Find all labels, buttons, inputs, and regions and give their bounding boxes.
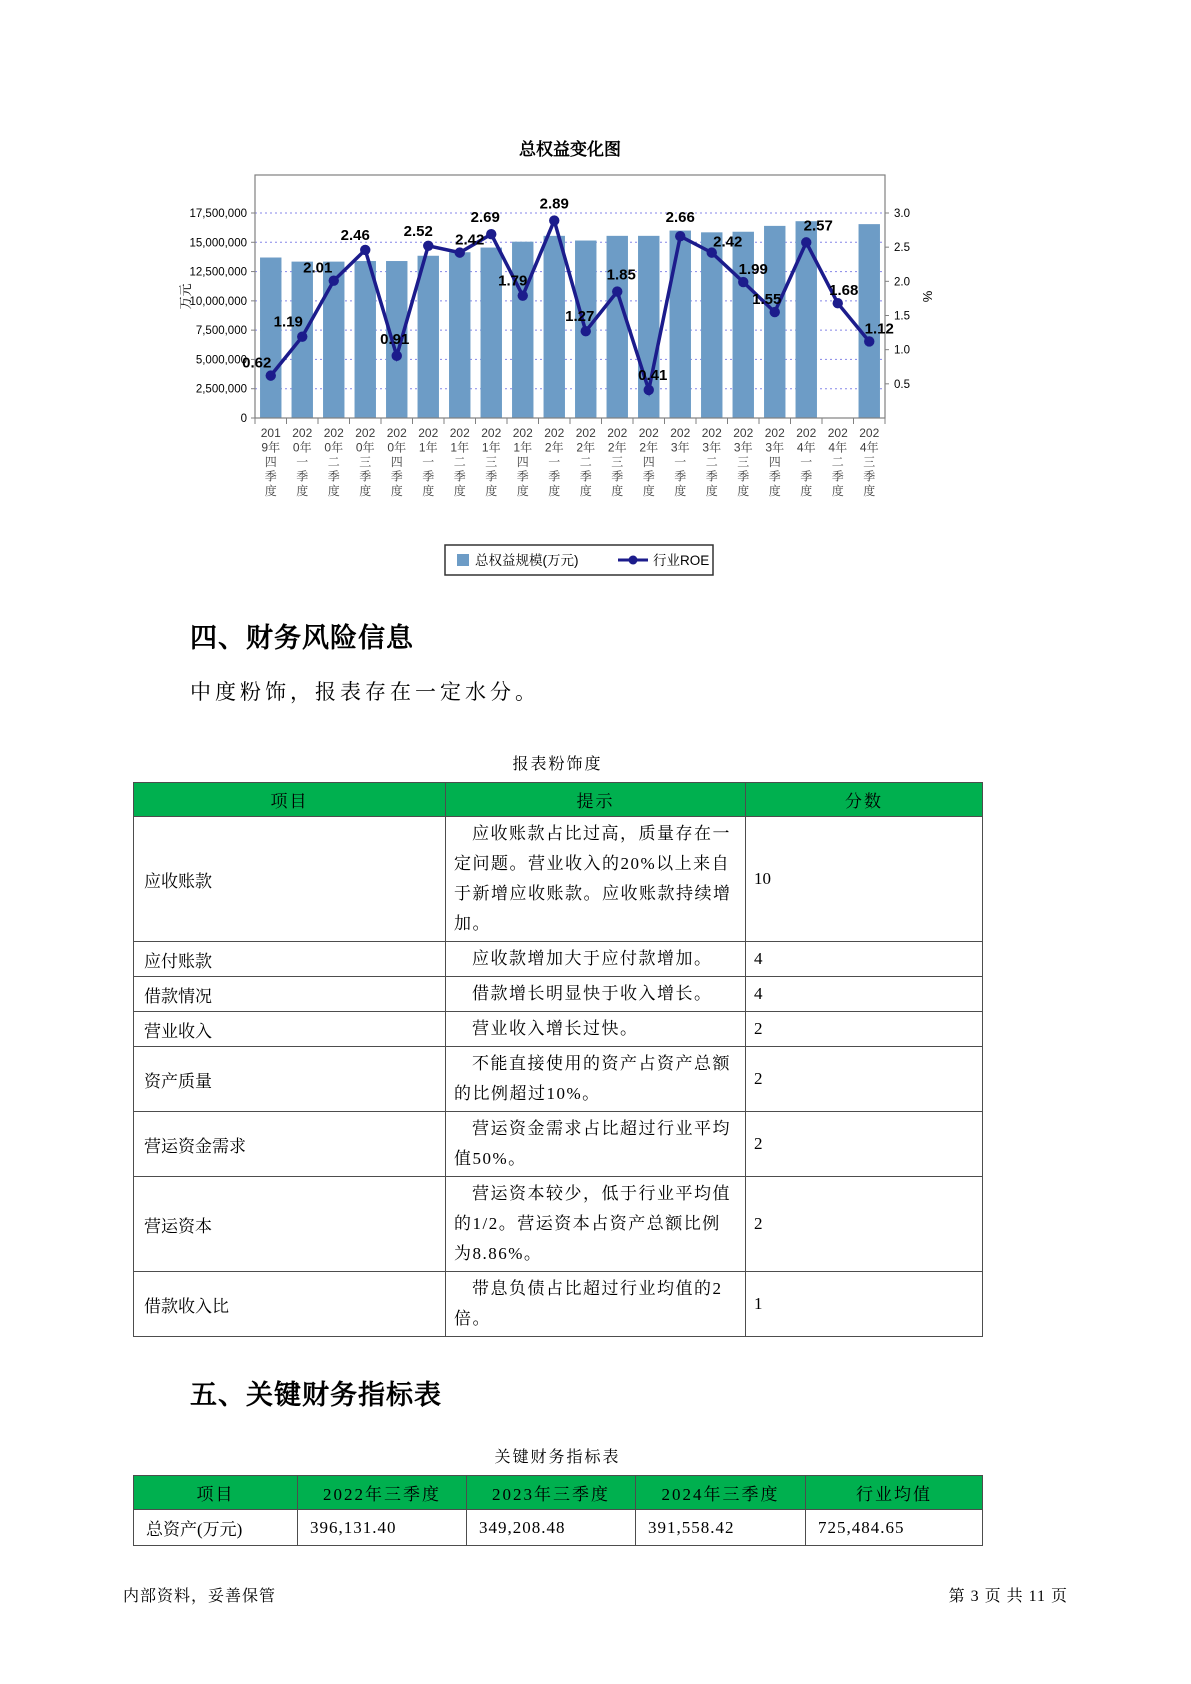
total-equity-chart <box>170 133 1000 608</box>
risk-summary-text: 中度粉饰，报表存在一定水分。 <box>190 680 540 704</box>
right-axis-tick-label: 3.0 <box>894 208 910 220</box>
roe-point <box>329 275 339 285</box>
footer-confidential-note: 内部资料，妥善保管 <box>123 1588 277 1605</box>
left-axis-title: 万元 <box>178 283 193 310</box>
plot-border <box>255 175 885 418</box>
x-axis-label: 202 1年四季度 <box>512 426 533 498</box>
left-axis-tick-label: 10,000,000 <box>189 295 247 308</box>
roe-point <box>801 237 811 247</box>
polish-table-cell: 营运资本 <box>134 1177 446 1272</box>
key-indicators-table-title: 关键财务指标表 <box>494 1449 621 1466</box>
polish-table-cell: 借款增长明显快于收入增长。 <box>446 977 746 1012</box>
roe-point <box>549 215 559 225</box>
x-axis-label: 202 3年四季度 <box>764 426 785 498</box>
polish-table-cell: 营业收入 <box>134 1012 446 1047</box>
polish-table-cell: 应收账款占比过高，质量存在一定问题。营业收入的20%以上来自于新增应收账款。应收账款持续增加。 <box>446 817 746 942</box>
roe-point <box>770 307 780 317</box>
polish-table-cell: 带息负债占比超过行业均值的2倍。 <box>446 1272 746 1337</box>
key-indicators-header: 行业均值 <box>806 1476 983 1510</box>
x-axis-label: 202 0年一季度 <box>292 426 313 498</box>
polish-table <box>133 782 983 1337</box>
roe-point <box>612 286 622 296</box>
roe-value-label: 2.57 <box>803 217 833 235</box>
equity-bar <box>355 261 376 418</box>
equity-bar <box>796 221 817 418</box>
roe-value-label: 1.19 <box>273 313 303 331</box>
roe-point <box>833 298 843 308</box>
x-axis-label: 202 1年三季度 <box>481 426 502 498</box>
legend-bar-swatch <box>457 554 469 566</box>
x-axis-label: 202 3年一季度 <box>670 426 691 498</box>
key-indicators-cell: 725,484.65 <box>806 1510 983 1546</box>
x-axis-label: 202 0年四季度 <box>386 426 407 498</box>
roe-value-label: 0.62 <box>242 354 272 372</box>
polish-table-block <box>133 751 982 1337</box>
roe-point <box>423 241 433 251</box>
polish-table-row <box>134 977 983 1012</box>
roe-value-label: 2.42 <box>455 231 485 249</box>
polish-table-cell: 4 <box>746 942 983 977</box>
polish-table-cell: 营运资金需求 <box>134 1112 446 1177</box>
polish-table-row <box>134 1272 983 1337</box>
x-axis-label: 202 3年二季度 <box>701 426 722 498</box>
x-axis-label: 202 2年一季度 <box>544 426 565 498</box>
legend-line-label: 行业ROE <box>653 553 710 568</box>
x-axis-label: 202 4年一季度 <box>796 426 817 498</box>
key-indicators-table <box>133 1475 983 1546</box>
polish-table-cell: 营运资金需求占比超过行业平均值50%。 <box>446 1112 746 1177</box>
polish-table-cell: 借款情况 <box>134 977 446 1012</box>
left-axis-tick-label: 15,000,000 <box>189 237 247 250</box>
left-axis-tick-label: 17,500,000 <box>189 208 247 220</box>
equity-bar <box>764 226 785 418</box>
x-axis-label: 202 0年三季度 <box>355 426 376 498</box>
key-indicators-header: 项目 <box>134 1476 298 1510</box>
polish-table-cell: 2 <box>746 1012 983 1047</box>
roe-value-label: 2.52 <box>403 222 433 240</box>
x-axis-label: 201 9年四季度 <box>260 426 281 498</box>
key-indicators-header: 2023年三季度 <box>467 1476 636 1510</box>
x-axis-label: 202 1年二季度 <box>449 426 470 498</box>
roe-point <box>738 277 748 287</box>
polish-table-cell: 应付账款 <box>134 942 446 977</box>
equity-bar <box>449 252 470 418</box>
key-indicators-cell: 396,131.40 <box>298 1510 467 1546</box>
polish-table-header: 提示 <box>446 783 746 817</box>
section-5-heading: 五、关键财务指标表 <box>190 1380 442 1410</box>
x-axis-label: 202 0年二季度 <box>323 426 344 498</box>
polish-table-row <box>134 1012 983 1047</box>
key-indicators-header: 2024年三季度 <box>636 1476 806 1510</box>
roe-point <box>675 231 685 241</box>
legend-line-marker <box>629 556 638 565</box>
polish-table-cell: 2 <box>746 1047 983 1112</box>
key-indicators-row <box>134 1510 983 1546</box>
key-indicators-cell: 349,208.48 <box>467 1510 636 1546</box>
polish-table-cell: 不能直接使用的资产占资产总额的比例超过10%。 <box>446 1047 746 1112</box>
right-axis-tick-label: 2.0 <box>894 276 910 289</box>
roe-point <box>644 385 654 395</box>
polish-table-cell: 1 <box>746 1272 983 1337</box>
polish-table-header-row <box>134 783 983 817</box>
footer-page-number: 第 3 页 共 11 页 <box>948 1588 1068 1605</box>
x-axis-label: 202 3年三季度 <box>733 426 754 498</box>
key-indicators-header: 2022年三季度 <box>298 1476 467 1510</box>
roe-value-label: 2.42 <box>713 233 743 251</box>
polish-table-cell: 应收账款 <box>134 817 446 942</box>
left-axis-tick-label: 0 <box>240 413 247 425</box>
roe-value-label: 1.55 <box>752 291 782 309</box>
polish-table-row <box>134 1177 983 1272</box>
polish-table-cell: 营业收入增长过快。 <box>446 1012 746 1047</box>
polish-table-row <box>134 1112 983 1177</box>
left-axis-tick-label: 7,500,000 <box>195 325 247 338</box>
roe-value-label: 2.69 <box>470 209 500 227</box>
x-axis-label: 202 2年四季度 <box>638 426 659 498</box>
roe-value-label: 0.41 <box>638 366 668 384</box>
equity-bar <box>733 232 754 418</box>
x-axis-label: 202 4年三季度 <box>859 426 880 498</box>
left-axis-tick-label: 5,000,000 <box>195 354 247 367</box>
key-indicators-cell: 总资产(万元) <box>134 1510 298 1546</box>
polish-table-cell: 借款收入比 <box>134 1272 446 1337</box>
equity-bar <box>670 231 691 418</box>
polish-table-header: 项目 <box>134 783 446 817</box>
equity-bar <box>544 236 565 418</box>
roe-point <box>360 245 370 255</box>
key-indicators-header-row <box>134 1476 983 1510</box>
equity-bar <box>512 242 533 418</box>
chart-title: 总权益变化图 <box>519 140 621 159</box>
polish-table-cell: 资产质量 <box>134 1047 446 1112</box>
roe-point <box>392 351 402 361</box>
right-axis-tick-label: 0.5 <box>894 378 910 391</box>
x-axis-label: 202 1年一季度 <box>418 426 439 498</box>
polish-table-row <box>134 817 983 942</box>
roe-value-label: 1.79 <box>498 272 528 290</box>
polish-table-cell: 4 <box>746 977 983 1012</box>
roe-value-label: 2.66 <box>665 209 695 227</box>
left-axis-tick-label: 2,500,000 <box>195 383 247 396</box>
roe-point <box>297 331 307 341</box>
roe-value-label: 1.85 <box>606 266 636 284</box>
roe-value-label: 1.68 <box>829 282 859 300</box>
key-indicators-table-block <box>133 1444 982 1546</box>
polish-table-row <box>134 942 983 977</box>
roe-value-label: 0.91 <box>380 330 410 348</box>
roe-value-label: 2.46 <box>340 226 370 244</box>
polish-table-cell: 2 <box>746 1177 983 1272</box>
polish-table-cell: 应收款增加大于应付款增加。 <box>446 942 746 977</box>
polish-table-cell: 10 <box>746 817 983 942</box>
polish-table-cell: 2 <box>746 1112 983 1177</box>
roe-value-label: 2.01 <box>303 259 333 277</box>
right-axis-title: % <box>920 290 935 303</box>
roe-point <box>581 326 591 336</box>
x-axis-label: 202 2年二季度 <box>575 426 596 498</box>
roe-value-label: 1.27 <box>565 308 595 326</box>
roe-point <box>864 336 874 346</box>
polish-table-header: 分数 <box>746 783 983 817</box>
roe-point <box>455 247 465 257</box>
legend-bar-label: 总权益规模(万元) <box>475 553 579 568</box>
polish-table-row <box>134 1047 983 1112</box>
left-axis-tick-label: 12,500,000 <box>189 266 247 279</box>
equity-bar <box>260 258 281 418</box>
section-4-heading: 四、财务风险信息 <box>190 623 414 653</box>
roe-value-label: 2.89 <box>539 195 569 213</box>
key-indicators-cell: 391,558.42 <box>636 1510 806 1546</box>
right-axis-tick-label: 2.5 <box>894 242 910 255</box>
roe-point <box>518 290 528 300</box>
roe-value-label: 1.99 <box>738 261 768 279</box>
polish-table-cell: 营运资本较少，低于行业平均值的1/2。营运资本占资产总额比例为8.86%。 <box>446 1177 746 1272</box>
x-axis-label: 202 2年三季度 <box>607 426 628 498</box>
roe-point <box>486 229 496 239</box>
right-axis-tick-label: 1.5 <box>894 310 910 323</box>
equity-bar <box>418 256 439 418</box>
roe-value-label: 1.12 <box>864 320 894 338</box>
equity-chart-svg <box>170 133 1000 608</box>
x-axis-label: 202 4年二季度 <box>827 426 848 498</box>
equity-bar <box>607 236 628 418</box>
polish-table-title: 报表粉饰度 <box>512 756 603 773</box>
roe-point <box>266 370 276 380</box>
right-axis-tick-label: 1.0 <box>894 344 910 357</box>
